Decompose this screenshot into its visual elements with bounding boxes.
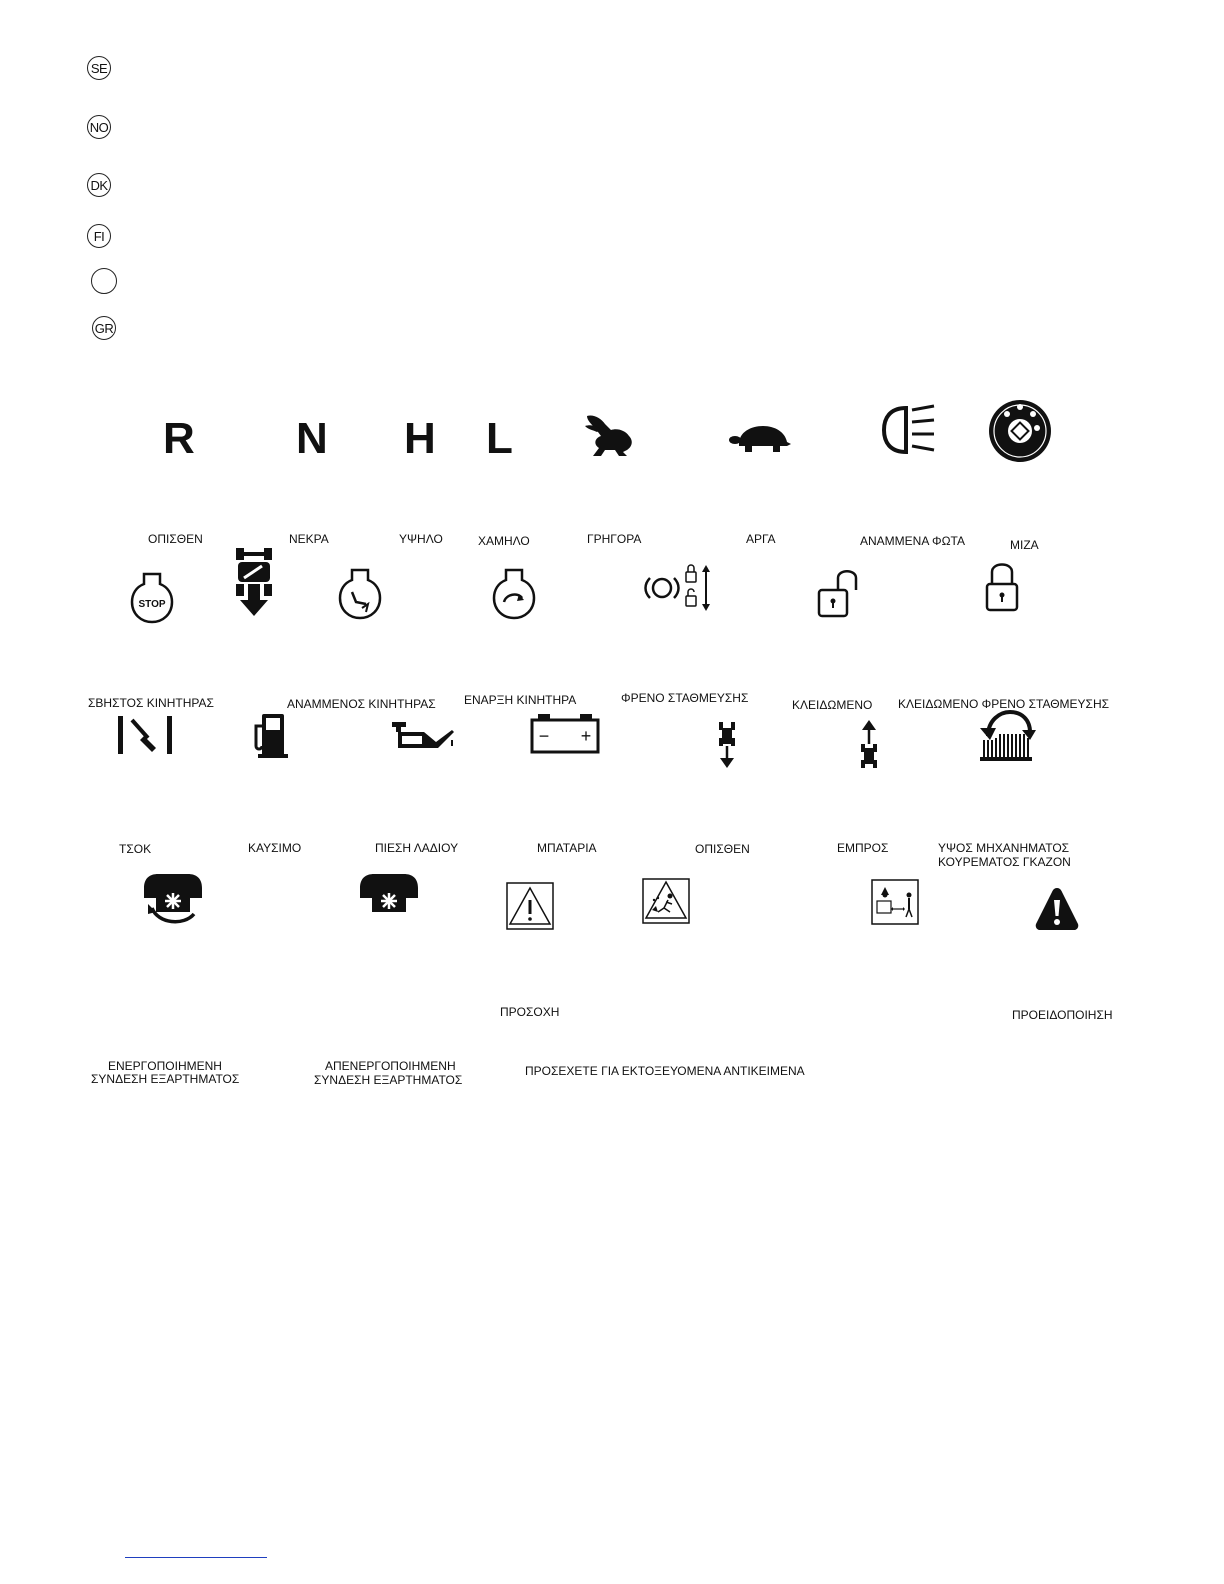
label-attach-on-1: ΕΝΕΡΓΟΠΟΙΗΜΕΝΗ bbox=[108, 1059, 222, 1073]
label-slow: ΑΡΓΑ bbox=[746, 532, 776, 546]
footnote-rule bbox=[125, 1557, 267, 1558]
caution-sign-icon bbox=[506, 882, 554, 930]
label-attach-off-1: ΑΠΕΝΕΡΓΟΠΟΙΗΜΕΝΗ bbox=[325, 1059, 456, 1073]
label-high: ΥΨΗΛΟ bbox=[399, 532, 443, 546]
label-thrown-objects: ΠΡΟΣΕΧΕΤΕ ΓΙΑ ΕΚΤΟΞΕΥΟΜΕΝΑ ΑΝΤΙΚΕΙΜΕΝΑ bbox=[525, 1064, 805, 1078]
label-locked-parking-brake: ΚΛΕΙΔΩΜΕΝΟ ΦΡΕΝΟ ΣΤΑΘΜΕΥΣΗΣ bbox=[898, 697, 1110, 711]
gear-reverse-symbol: R bbox=[163, 414, 195, 463]
label-attach-on-2: ΣΥΝΔΕΣΗ ΕΞΑΡΤΗΜΑΤΟΣ bbox=[91, 1072, 240, 1086]
turtle-icon bbox=[729, 422, 793, 454]
label-warning: ΠΡΟΕΙΔΟΠΟΙΗΣΗ bbox=[1012, 1008, 1113, 1022]
ignition-switch-icon bbox=[987, 398, 1053, 464]
attachment-disengaged-icon bbox=[358, 872, 420, 914]
label-cut-height-2: ΚΟΥΡΕΜΑΤΟΣ ΓΚΑΖΟΝ bbox=[938, 855, 1071, 869]
label-fast: ΓΡΗΓΟΡΑ bbox=[587, 532, 642, 546]
headlight-icon bbox=[880, 404, 938, 456]
label-engine-off: ΣΒΗΣΤΟΣ ΚΙΝΗΤΗΡΑΣ bbox=[88, 696, 214, 710]
lang-badge-blank bbox=[91, 268, 117, 294]
label-reverse-dir: ΟΠΙΣΘΕΝ bbox=[695, 842, 750, 856]
label-battery: ΜΠΑΤΑΡΙΑ bbox=[537, 841, 597, 855]
battery-plus: + bbox=[580, 726, 592, 746]
choke-icon bbox=[116, 714, 174, 756]
label-plug: ΜΙΖΑ bbox=[1010, 538, 1039, 552]
attachment-engaged-icon bbox=[140, 872, 206, 926]
label-lights-on: ΑΝΑΜΜΕΝΑ ΦΩΤΑ bbox=[860, 534, 965, 548]
battery-icon bbox=[530, 712, 600, 754]
gear-neutral-symbol: N bbox=[296, 414, 328, 463]
lang-badge-gr: GR bbox=[92, 316, 116, 340]
gear-low-symbol: L bbox=[486, 414, 513, 463]
oil-can-icon bbox=[390, 718, 456, 754]
warning-triangle-icon bbox=[1034, 886, 1080, 932]
forward-direction-icon bbox=[858, 720, 880, 770]
unlocked-icon bbox=[816, 566, 862, 620]
label-low: ΧΑΜΗΛΟ bbox=[478, 534, 530, 548]
rabbit-icon bbox=[583, 410, 639, 460]
lang-badge-se: SE bbox=[87, 56, 111, 80]
reverse-direction-icon bbox=[716, 720, 738, 770]
label-forward: ΕΜΠΡΟΣ bbox=[837, 841, 889, 855]
engine-running-icon bbox=[338, 568, 382, 620]
label-neutral: ΝΕΚΡΑ bbox=[289, 532, 329, 546]
fuel-pump-icon bbox=[252, 712, 292, 760]
label-engine-start: ΕΝΑΡΞΗ ΚΙΝΗΤΗΡΑ bbox=[464, 693, 577, 707]
engine-stop-icon bbox=[130, 572, 174, 624]
label-reverse: ΟΠΙΣΘΕΝ bbox=[148, 532, 203, 546]
label-caution: ΠΡΟΣΟΧΗ bbox=[500, 1005, 560, 1019]
cutting-height-icon bbox=[976, 710, 1036, 762]
lang-badge-no: NO bbox=[87, 115, 111, 139]
tractor-down-icon bbox=[234, 546, 274, 618]
label-locked: ΚΛΕΙΔΩΜΕΝΟ bbox=[792, 698, 873, 712]
engine-start-icon bbox=[492, 568, 536, 620]
gear-high-symbol: H bbox=[404, 414, 436, 463]
thrown-objects-sign-icon bbox=[642, 878, 690, 924]
battery-minus: − bbox=[538, 726, 550, 746]
label-oil-pressure: ΠΙΕΣΗ ΛΑΔΙΟΥ bbox=[375, 841, 459, 855]
label-cut-height-1: ΥΨΟΣ ΜΗΧΑΝΗΜΑΤΟΣ bbox=[938, 841, 1070, 855]
lang-badge-dk: DK bbox=[87, 173, 111, 197]
locked-icon bbox=[984, 560, 1020, 614]
label-parking-brake: ΦΡΕΝΟ ΣΤΑΘΜΕΥΣΗΣ bbox=[621, 691, 749, 705]
stop-text: STOP bbox=[138, 599, 166, 610]
label-engine-running: ΑΝΑΜΜΕΝΟΣ ΚΙΝΗΤΗΡΑΣ bbox=[287, 697, 436, 711]
bystander-distance-sign-icon bbox=[871, 879, 919, 925]
lang-badge-fi: FI bbox=[87, 224, 111, 248]
label-fuel: ΚΑΥΣΙΜΟ bbox=[248, 841, 302, 855]
label-choke: ΤΣΟΚ bbox=[119, 842, 152, 856]
label-attach-off-2: ΣΥΝΔΕΣΗ ΕΞΑΡΤΗΜΑΤΟΣ bbox=[314, 1073, 463, 1087]
parking-brake-lock-icon bbox=[642, 562, 714, 612]
